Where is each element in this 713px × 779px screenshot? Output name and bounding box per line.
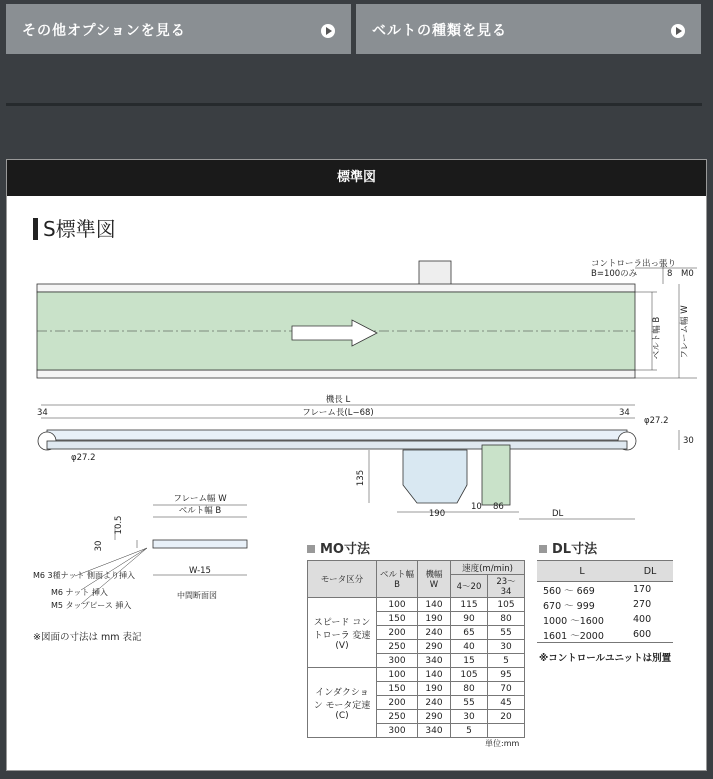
table-row: スピード コントローラ 変速(V) 100 140 115 105 <box>308 598 525 612</box>
cs-frame-width: フレーム幅 W <box>173 494 227 504</box>
dl-header-dl: DL <box>627 561 673 582</box>
dim-190: 190 <box>428 509 446 519</box>
mo-header-belt: ベルト幅 B <box>377 561 418 598</box>
dim-8: 8 <box>667 269 673 279</box>
dl-header-l: L <box>537 561 627 582</box>
mm-note: ※図面の寸法は mm 表記 <box>33 632 142 643</box>
table-row: 670 〜 999 270 <box>543 599 652 612</box>
table-row: インダクション モータ定速(C) 100 140 105 95 <box>308 668 525 682</box>
belt-types-label: ベルトの種類を見る <box>372 23 507 39</box>
standard-drawing-panel <box>6 159 707 771</box>
table-row: 1000 〜1600 400 <box>543 614 652 627</box>
mo-title: MO寸法 <box>307 538 370 557</box>
cs-dim-30: 30 <box>94 540 104 552</box>
other-options-label: その他オプションを見る <box>22 23 186 39</box>
table-row: 250 290 30 20 <box>308 710 525 724</box>
play-icon <box>321 24 335 38</box>
divider <box>6 103 702 106</box>
mo-unit: 単位:mm <box>485 739 520 748</box>
side-view <box>38 405 679 519</box>
cs-nut-note2: M6 ナット 挿入 <box>51 588 108 597</box>
mo-header-speed: 速度(m/min) <box>451 561 525 575</box>
frame-width-label: フレーム幅 W <box>680 305 690 359</box>
phi-left: φ27.2 <box>71 453 96 463</box>
dim-34-left: 34 <box>37 408 48 418</box>
mo-table <box>307 560 525 738</box>
dl-table <box>537 560 673 643</box>
dim-dl: DL <box>552 509 564 519</box>
dim-m0: M0 <box>681 269 694 279</box>
cs-w-15: W-15 <box>189 566 211 576</box>
table-row: 250 290 40 30 <box>308 640 525 654</box>
panel-header: 標準図 <box>7 160 706 196</box>
mo-header-frame: 機幅 W <box>418 561 451 598</box>
table-row: 150 190 80 70 <box>308 682 525 696</box>
cs-nut-note1: M6 3種ナット 側面より挿入 <box>33 571 136 580</box>
table-row: 200 240 65 55 <box>308 626 525 640</box>
machine-length-label: 機長 L <box>325 395 351 405</box>
dim-86: 86 <box>493 502 504 512</box>
mo-group1: スピード コントローラ 変速(V) <box>308 598 377 668</box>
section-title: S標準図 <box>33 218 116 240</box>
dl-title: DL寸法 <box>539 538 597 557</box>
controller-note2: B=100のみ <box>591 269 638 279</box>
mo-header-model: モータ区分 <box>308 561 377 598</box>
play-icon <box>671 24 685 38</box>
table-row: 300 340 5 <box>308 724 525 738</box>
table-row: 300 340 15 5 <box>308 654 525 668</box>
table-row: 1601 〜2000 600 <box>537 627 673 643</box>
table-row: 150 190 90 80 <box>308 612 525 626</box>
mo-header-s1: 4〜20 <box>451 575 488 598</box>
table-row: 200 240 55 45 <box>308 696 525 710</box>
dim-30: 30 <box>683 436 694 446</box>
cs-nut-note3: M5 タップピース 挿入 <box>51 601 132 610</box>
mo-group2: インダクション モータ定速(C) <box>308 668 377 738</box>
dim-34-right: 34 <box>619 408 630 418</box>
table-row: 560 〜 669 170 <box>543 584 652 597</box>
controller-note1: コントローラ出っ張り <box>591 259 677 269</box>
belt-types-button[interactable] <box>356 4 701 54</box>
other-options-button[interactable] <box>6 4 351 54</box>
dim-135: 135 <box>356 469 366 487</box>
cs-belt-width: ベルト幅 B <box>178 506 222 516</box>
dim-10: 10 <box>471 502 482 512</box>
phi-right: φ27.2 <box>644 416 669 426</box>
frame-length-label: フレーム長(L−68) <box>302 408 374 418</box>
mo-header-s2: 23〜34 <box>488 575 525 598</box>
dl-note: ※コントロールユニットは別置 <box>539 653 672 664</box>
cs-caption: 中間断面図 <box>177 591 217 600</box>
cs-dim-10-5: 10.5 <box>114 515 124 535</box>
belt-width-label: ベルト幅 B <box>652 316 662 360</box>
